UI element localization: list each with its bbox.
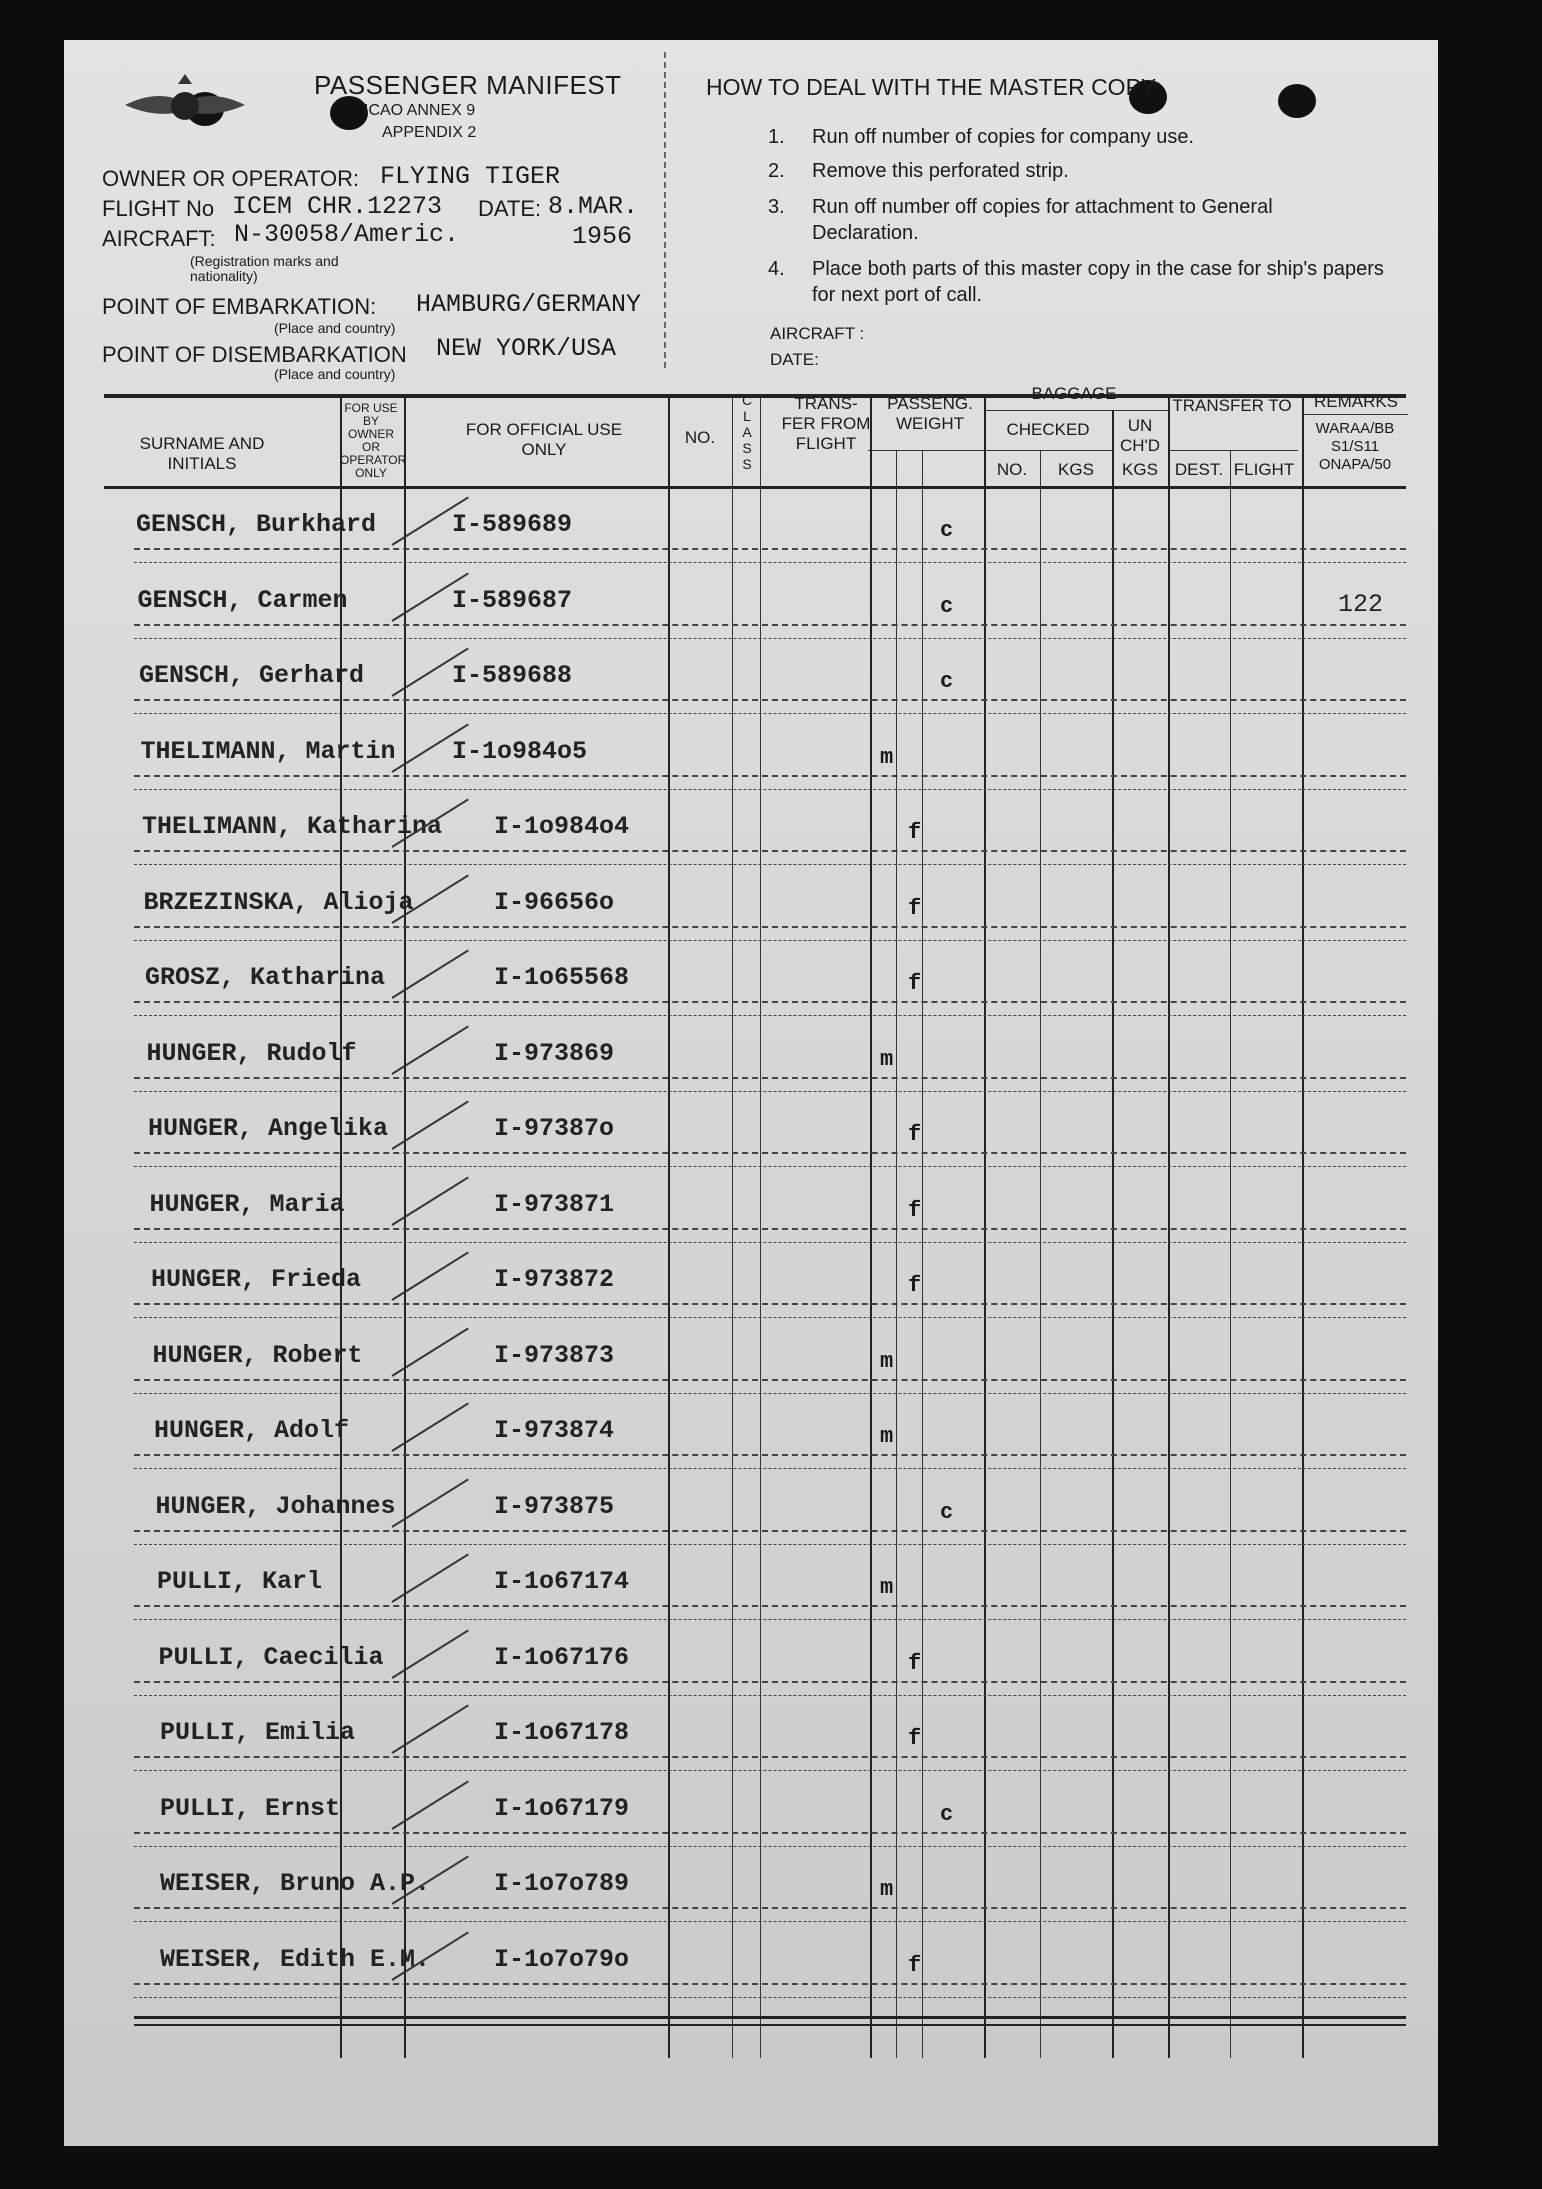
passenger-id: I-973871 [494,1189,615,1219]
row-rule [134,1228,1406,1230]
passenger-weight-mark: m [880,1575,894,1600]
row-rule [134,548,1406,550]
row-rule [134,1242,1406,1243]
col-checked-kgs: KGS [1058,460,1094,479]
perforated-strip-line [664,52,666,368]
passenger-name: PULLI, Karl [157,1567,323,1596]
passenger-name: HUNGER, Maria [149,1189,345,1219]
step-number: 2. [768,160,785,182]
passenger-weight-mark: c [940,669,954,694]
col-unchecked: UN CH'D [1119,416,1161,455]
table-bottom-rule-2 [134,2024,1406,2026]
passenger-id: I-973874 [494,1416,615,1445]
row-rule [134,1091,1406,1092]
manifest-sheet [64,40,1438,2146]
col-divider [1230,450,1231,2058]
passenger-id: I-589688 [452,661,573,690]
passenger-weight-mark: f [908,971,922,996]
punch-hole [1278,84,1316,118]
col-owner-use: FOR USE BY OWNER OR OPERATOR ONLY [340,401,407,480]
weight-rule [868,450,984,451]
row-rule [134,1530,1406,1532]
passenger-name: HUNGER, Rudolf [146,1038,357,1068]
master-copy-title: HOW TO DEAL WITH THE MASTER COPY: [706,74,1162,100]
row-rule [134,1544,1406,1545]
flight-label: FLIGHT No [102,196,215,221]
passenger-weight-mark: f [908,820,922,845]
row-rule [134,789,1406,790]
row-rule [134,1605,1406,1607]
passenger-id: I-973872 [494,1265,615,1294]
aircraft-field-label: AIRCRAFT : [770,324,865,343]
date-value: 8.MAR. [548,192,639,221]
col-checked-no: NO. [996,460,1028,479]
passenger-name: HUNGER, Angelika [148,1114,389,1143]
col-remarks: REMARKS [1313,392,1399,411]
col-divider [896,450,897,2058]
step-text: Run off number of copies for company use. [812,126,1195,148]
row-rule [134,1756,1406,1758]
table-bottom-rule [134,2016,1406,2019]
passenger-id: I-589689 [452,510,573,539]
registration-note: (Registration marks and nationality) [190,253,339,284]
row-rule [134,1001,1406,1003]
row-rule [134,1015,1406,1016]
passenger-weight-mark: c [940,1801,954,1827]
date-field-label: DATE: [770,350,819,369]
page-title: PASSENGER MANIFEST [314,70,622,100]
passenger-weight-mark: c [940,593,954,619]
col-flight: FLIGHT [1233,460,1295,479]
row-rule [134,940,1406,941]
row-rule [134,1152,1406,1154]
passenger-name: HUNGER, Robert [152,1340,363,1370]
passenger-name: HUNGER, Frieda [151,1265,362,1294]
punch-hole [330,96,368,130]
row-rule [134,699,1406,701]
row-rule [134,562,1406,563]
passenger-name: GROSZ, Katharina [145,963,386,992]
passenger-name: THELIMANN, Martin [140,736,396,766]
col-official-use: FOR OFFICIAL USE ONLY [465,420,623,459]
disembark-value: NEW YORK/USA [436,334,617,363]
row-rule [134,1997,1406,1998]
owner-label: OWNER OR OPERATOR: [102,166,360,191]
row-rule [134,1983,1406,1985]
baggage-rule [984,410,1168,411]
row-rule [134,1695,1406,1696]
appendix-label: APPENDIX 2 [382,124,477,141]
embark-note: (Place and country) [274,320,396,336]
passenger-id: I-973875 [494,1491,615,1521]
passenger-id: I-973873 [494,1340,615,1370]
passenger-weight-mark: f [908,895,922,921]
row-rule [134,775,1406,777]
passenger-weight-mark: f [908,1122,922,1147]
step-text: Run off number off copies for attachment to General Declaration. [812,196,1273,244]
row-rule [134,1770,1406,1771]
passenger-name: BRZEZINSKA, Alioja [143,887,414,917]
passenger-id: I-589687 [452,585,573,615]
row-rule [134,1393,1406,1394]
col-divider [922,450,923,2058]
passenger-weight-mark: f [908,1952,922,1978]
header-bottom-rule [104,486,1406,489]
passenger-name: HUNGER, Adolf [154,1416,350,1445]
passenger-weight-mark: c [940,518,954,543]
passenger-weight-mark: m [880,1424,894,1449]
step-text: Remove this perforated strip. [812,160,1069,182]
passenger-id: I-1o7o789 [494,1869,630,1898]
col-no: NO. [684,428,716,447]
passenger-id: I-1o67174 [494,1567,630,1596]
passenger-weight-mark: c [940,1499,954,1525]
passenger-remark: 122 [1338,589,1384,619]
year-value: 1956 [572,222,633,251]
col-transfer-from: TRANS- FER FROM FLIGHT [781,394,871,453]
passenger-id: I-1o67176 [494,1642,630,1672]
row-rule [134,1303,1406,1305]
embark-label: POINT OF EMBARKATION: [102,294,377,319]
row-rule [134,864,1406,865]
row-rule [134,638,1406,639]
col-passenger-weight: PASSENG. WEIGHT [887,394,973,433]
passenger-name: PULLI, Ernst [160,1793,341,1823]
row-rule [134,1907,1406,1909]
row-rule [134,1921,1406,1922]
row-rule [134,624,1406,626]
col-divider [1112,410,1114,2058]
step-text: Place both parts of this master copy in the case for ship's papers for next port of call. [812,258,1384,306]
passenger-id: I-1o984o5 [452,736,588,766]
passenger-weight-mark: m [880,1046,894,1072]
airline-logo-icon [120,70,250,140]
row-rule [134,1832,1406,1834]
passenger-weight-mark: f [908,1273,922,1298]
col-checked: CHECKED [1006,420,1090,439]
row-rule [134,1619,1406,1620]
passenger-id: I-1o7o79o [494,1944,630,1974]
passenger-id: I-1o67178 [494,1718,630,1747]
disembark-label: POINT OF DISEMBARKATION [102,342,407,367]
passenger-name: WEISER, Edith E.M. [160,1944,431,1974]
row-rule [134,1317,1406,1318]
passenger-weight-mark: f [908,1650,922,1676]
row-rule [134,850,1406,852]
row-rule [134,1846,1406,1847]
col-unchecked-kgs: KGS [1122,460,1158,479]
flight-value: ICEM CHR.12273 [232,192,443,221]
date-label: DATE: [478,196,542,221]
passenger-id: I-96656o [494,887,615,917]
transfer-rule [1168,450,1298,451]
row-rule [134,1077,1406,1079]
row-rule [134,1379,1406,1381]
row-rule [134,1681,1406,1683]
passenger-name: THELIMANN, Katharina [142,812,443,841]
col-baggage: BAGGAGE [1031,384,1117,403]
passenger-weight-mark: f [908,1726,922,1751]
passenger-name: WEISER, Bruno A.P. [160,1869,431,1898]
row-rule [134,713,1406,714]
row-rule [134,1468,1406,1469]
col-class: C L A S S [741,392,753,472]
passenger-id: I-1o984o4 [494,812,630,841]
aircraft-label: AIRCRAFT: [102,226,216,251]
col-surname: SURNAME AND INITIALS [139,434,265,473]
disembark-note: (Place and country) [274,366,396,382]
passenger-weight-mark: m [880,1877,894,1902]
passenger-weight-mark: m [880,744,894,770]
passenger-name: GENSCH, Gerhard [139,661,365,690]
remarks-rule [1304,414,1408,415]
aircraft-value: N-30058/Americ. [234,220,460,249]
owner-value: FLYING TIGER [380,162,561,191]
annex-label: ICAO ANNEX 9 [364,102,476,119]
col-dest: DEST. [1174,460,1224,479]
passenger-name: GENSCH, Carmen [137,585,348,615]
col-remarks-codes: WARAA/BB S1/S11 ONAPA/50 [1315,420,1395,473]
row-rule [134,1454,1406,1456]
row-rule [134,1166,1406,1167]
col-divider [1040,450,1041,2058]
passenger-weight-mark: m [880,1348,894,1374]
passenger-name: HUNGER, Johannes [155,1491,396,1521]
step-number: 3. [768,196,785,218]
step-number: 1. [768,126,785,148]
passenger-weight-mark: f [908,1197,922,1223]
embark-value: HAMBURG/GERMANY [416,290,642,319]
passenger-id: I-973869 [494,1038,615,1068]
col-transfer-to: TRANSFER TO [1172,396,1292,415]
row-rule [134,926,1406,928]
checked-rule [984,450,1112,451]
passenger-id: I-1o65568 [494,963,630,992]
passenger-name: PULLI, Emilia [160,1718,356,1747]
passenger-id: I-97387o [494,1114,615,1143]
passenger-id: I-1o67179 [494,1793,630,1823]
passenger-name: PULLI, Caecilia [158,1642,384,1672]
step-number: 4. [768,258,785,280]
passenger-name: GENSCH, Burkhard [136,510,377,539]
